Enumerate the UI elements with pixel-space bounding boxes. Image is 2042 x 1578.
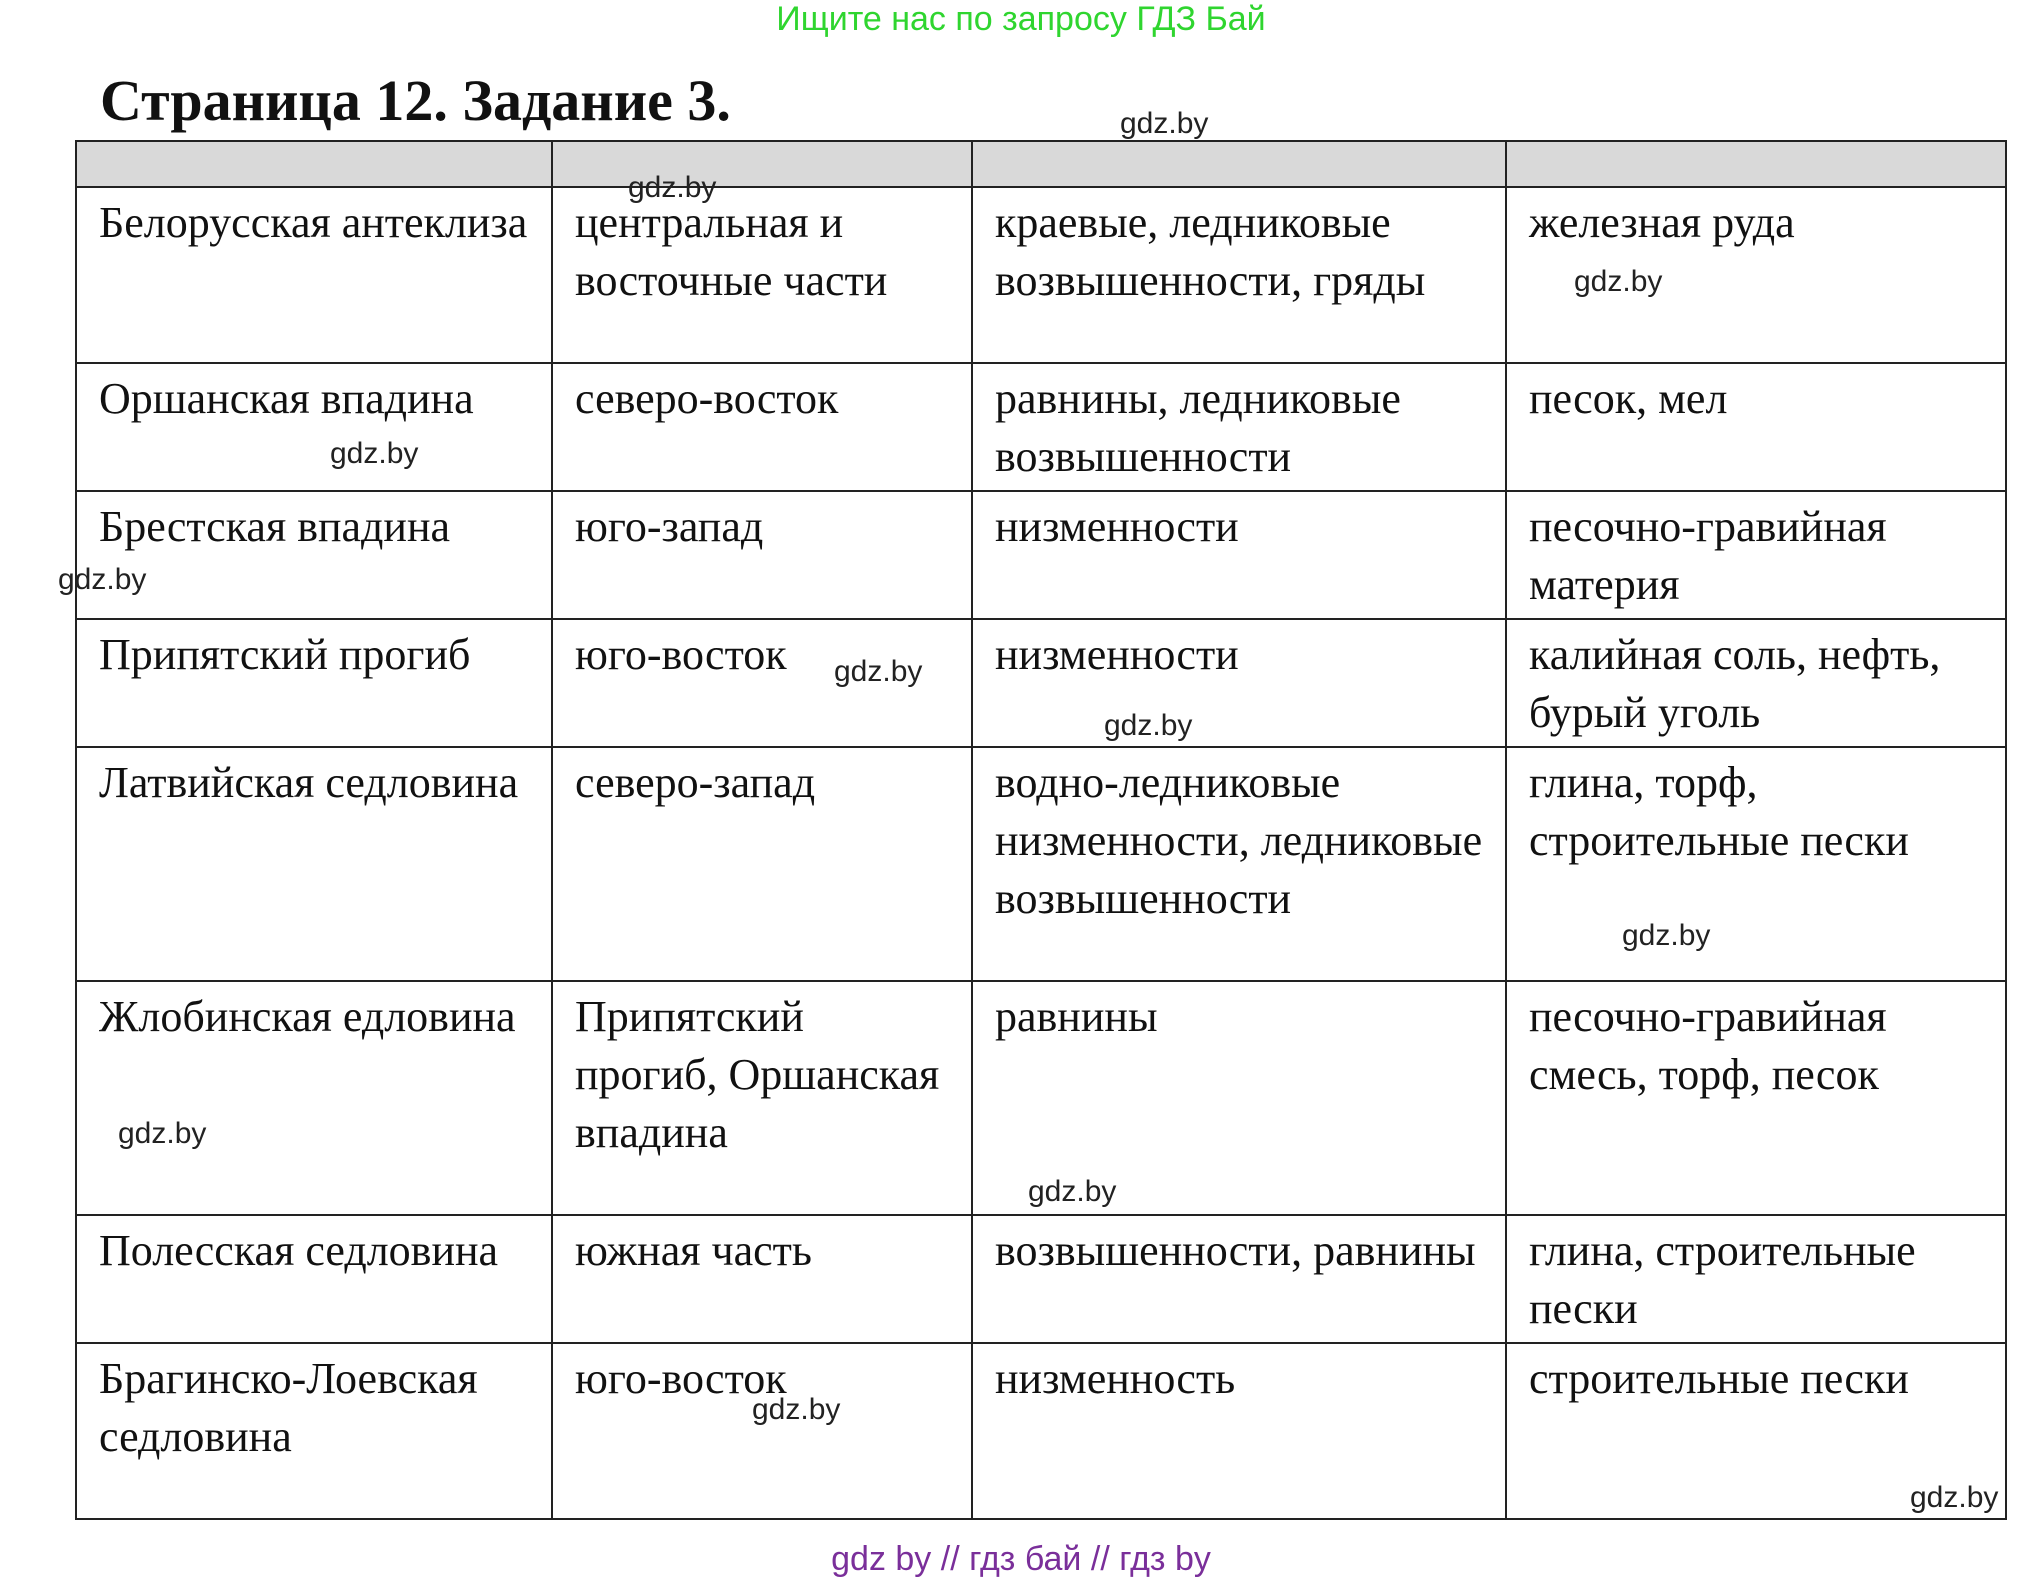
watermark: gdz.by: [752, 1393, 841, 1426]
cell-minerals: песок, мел: [1506, 363, 2006, 491]
cell-location: южная часть: [552, 1215, 972, 1343]
cell-structure: Брагинско-Лоевская седловина: [76, 1343, 552, 1519]
table-row: [76, 619, 2006, 747]
top-banner: Ищите нас по запросу ГДЗ Бай: [776, 0, 1266, 38]
cell-structure: Жлобинская едловина: [76, 981, 552, 1215]
cell-relief: низменности: [972, 491, 1506, 619]
page-title: Страница 12. Задание 3.: [100, 68, 731, 133]
cell-minerals: калийная соль, нефть, бурый уголь: [1506, 619, 2006, 747]
cell-structure: Брестская впадина: [76, 491, 552, 619]
watermark: gdz.by: [1028, 1175, 1117, 1208]
data-table: [75, 140, 2007, 1520]
cell-location: северо-восток: [552, 363, 972, 491]
table-row: [76, 363, 2006, 491]
cell-minerals: строительные пески: [1506, 1343, 2006, 1519]
cell-relief: равнины, ледниковые возвышенности: [972, 363, 1506, 491]
cell-location: Припятский прогиб, Оршанская впадина: [552, 981, 972, 1215]
cell-minerals: глина, строительные пески: [1506, 1215, 2006, 1343]
cell-structure: Белорусская антеклиза: [76, 187, 552, 363]
watermark: gdz.by: [58, 563, 147, 596]
watermark: gdz.by: [1574, 265, 1663, 298]
header-cell: [1506, 141, 2006, 187]
cell-minerals: глина, торф, строительные пески: [1506, 747, 2006, 981]
cell-structure: Оршанская впадина: [76, 363, 552, 491]
cell-location: юго-восток: [552, 1343, 972, 1519]
cell-structure: Припятский прогиб: [76, 619, 552, 747]
header-cell: [552, 141, 972, 187]
watermark: gdz.by: [1622, 919, 1711, 952]
watermark: gdz.by: [1120, 107, 1209, 140]
cell-structure: Полесская седловина: [76, 1215, 552, 1343]
watermark: gdz.by: [628, 171, 717, 204]
cell-location: юго-восток: [552, 619, 972, 747]
watermark: gdz.by: [118, 1117, 207, 1150]
table-header-row: [76, 141, 2006, 187]
cell-relief: низменности: [972, 619, 1506, 747]
watermark: gdz.by: [330, 437, 419, 470]
cell-relief: краевые, ледниковые возвышенности, гряды: [972, 187, 1506, 363]
table-row: [76, 491, 2006, 619]
table-row: [76, 1343, 2006, 1519]
cell-relief: водно-ледниковые низменности, ледниковые возвышенности: [972, 747, 1506, 981]
cell-minerals: железная руда: [1506, 187, 2006, 363]
watermark: gdz.by: [834, 655, 923, 688]
table-row: [76, 747, 2006, 981]
cell-location: центральная и восточные части: [552, 187, 972, 363]
table-row: [76, 187, 2006, 363]
table-row: [76, 1215, 2006, 1343]
cell-relief: равнины: [972, 981, 1506, 1215]
cell-minerals: песочно-гравийная смесь, торф, песок: [1506, 981, 2006, 1215]
watermark: gdz.by: [1910, 1481, 1999, 1514]
header-cell: [972, 141, 1506, 187]
cell-relief: возвышенности, равнины: [972, 1215, 1506, 1343]
cell-relief: низменность: [972, 1343, 1506, 1519]
header-cell: [76, 141, 552, 187]
cell-structure: Латвийская седловина: [76, 747, 552, 981]
cell-minerals: песочно-гравийная материя: [1506, 491, 2006, 619]
cell-location: северо-запад: [552, 747, 972, 981]
footer-links: gdz by // гдз бай // гдз by: [831, 1540, 1211, 1578]
watermark: gdz.by: [1104, 709, 1193, 742]
cell-location: юго-запад: [552, 491, 972, 619]
